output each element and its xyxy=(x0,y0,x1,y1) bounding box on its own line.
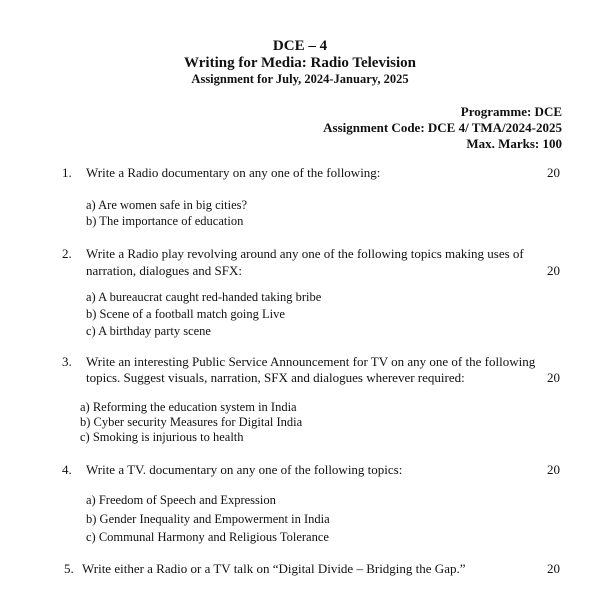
question-4-number: 4. xyxy=(62,462,72,477)
question-4-option-b: b) Gender Inequality and Empowerment in India xyxy=(86,512,330,526)
question-3-option-c: c) Smoking is injurious to health xyxy=(80,430,244,444)
assignment-code: Assignment Code: DCE 4/ TMA/2024-2025 xyxy=(323,120,562,135)
question-1-marks: 20 xyxy=(547,165,560,180)
question-1-option-b: b) The importance of education xyxy=(86,214,244,228)
question-3-number: 3. xyxy=(62,354,72,369)
question-1-option-a: a) Are women safe in big cities? xyxy=(86,198,248,212)
question-4-option-a: a) Freedom of Speech and Expression xyxy=(86,493,276,507)
question-3-text-line-2: topics. Suggest visuals, narration, SFX and dialogues wherever required: xyxy=(86,370,465,385)
question-3-text-line-1: Write an interesting Public Service Announcement for TV on any one of the following xyxy=(86,354,536,369)
question-5-number: 5. xyxy=(64,561,74,576)
question-2-option-c: c) A birthday party scene xyxy=(86,324,211,338)
question-3-marks: 20 xyxy=(547,370,560,385)
question-2-marks: 20 xyxy=(547,263,560,278)
question-4-marks: 20 xyxy=(547,462,560,477)
question-3-option-b: b) Cyber security Measures for Digital India xyxy=(80,415,303,429)
course-title: Writing for Media: Radio Television xyxy=(184,55,416,71)
question-4-option-c: c) Communal Harmony and Religious Tolerance xyxy=(86,530,329,544)
question-2-number: 2. xyxy=(62,246,72,261)
question-1-text: Write a Radio documentary on any one of the following: xyxy=(86,165,381,180)
assignment-session: Assignment for July, 2024-January, 2025 xyxy=(191,72,409,86)
question-5-marks: 20 xyxy=(547,561,560,576)
question-5-text: Write either a Radio or a TV talk on “Digital Divide – Bridging the Gap.” xyxy=(82,561,466,576)
max-marks: Max. Marks: 100 xyxy=(466,136,562,151)
question-2-text-line-2: narration, dialogues and SFX: xyxy=(86,263,242,278)
question-3-option-a: a) Reforming the education system in India xyxy=(80,400,297,414)
question-2-text-line-1: Write a Radio play revolving around any one of the following topics making uses of xyxy=(86,246,524,261)
question-1-number: 1. xyxy=(62,165,72,180)
question-2-option-a: a) A bureaucrat caught red-handed taking bribe xyxy=(86,290,322,304)
question-4-text: Write a TV. documentary on any one of the following topics: xyxy=(86,462,403,477)
question-2-option-b: b) Scene of a football match going Live xyxy=(86,307,285,321)
programme: Programme: DCE xyxy=(460,104,562,119)
course-code: DCE – 4 xyxy=(272,38,328,54)
